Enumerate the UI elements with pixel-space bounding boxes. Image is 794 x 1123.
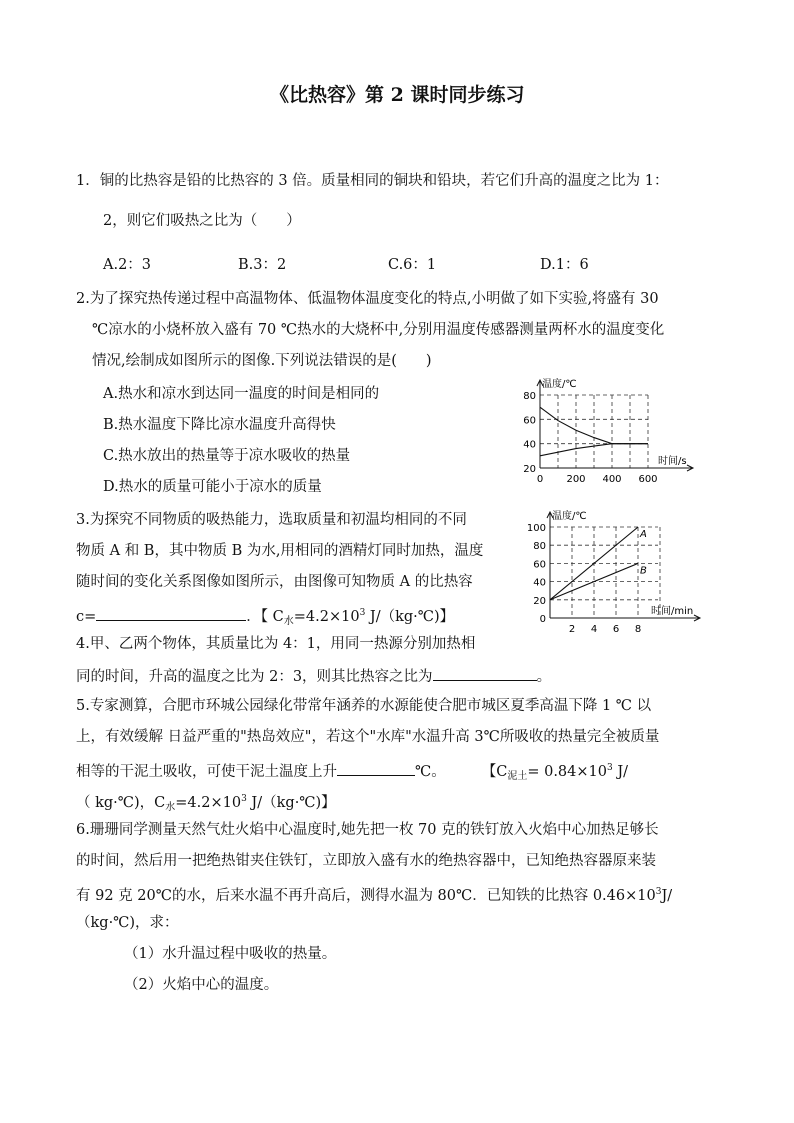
- q2-option-b: B.热水温度下降比凉水温度升高得快: [103, 417, 336, 433]
- q3-c-prefix: c=: [76, 609, 97, 625]
- q2-line3: 情况,绘制成如图所示的图像.下列说法错误的是( ): [92, 353, 432, 369]
- q6-line4: （kg·℃)，求：: [76, 915, 179, 931]
- q3-line3: 随时间的变化关系图像如图所示，由图像可知物质 A 的比热容: [76, 574, 473, 590]
- y-axis-label: 温度/℃: [552, 511, 587, 522]
- y-tick-label: 0: [539, 614, 546, 625]
- q5-water-subscript: 水: [165, 802, 176, 813]
- x-tick-label: 4: [590, 624, 598, 635]
- q3-answer-blank[interactable]: [96, 606, 246, 621]
- q1-option-b: B.3：2: [238, 257, 287, 273]
- y-tick-label: 80: [523, 391, 536, 402]
- q5-line2: 上，有效缓解 日益严重的"热岛效应"，若这个"水库"水温升高 3℃所吸收的热量完全被质量: [76, 729, 660, 745]
- q5-soil-exponent: 3: [607, 763, 613, 773]
- q5-water-value: =4.2×10: [175, 795, 242, 811]
- q1-option-a: A.2：3: [103, 257, 152, 273]
- y-tick-label: 40: [523, 439, 536, 451]
- q3-bracket-open: ．【 C: [246, 609, 284, 625]
- q1-line1: 1．铜的比热容是铅的比热容的 3 倍。质量相同的铜块和铅块，若它们升高的温度之比为 1：: [76, 173, 669, 189]
- series-line-2: [550, 563, 638, 599]
- y-tick-label: 20: [533, 595, 546, 607]
- q6-line3: [76, 883, 672, 905]
- y-tick-label: 60: [523, 415, 536, 427]
- q1-option-d: D.1：6: [540, 257, 589, 273]
- q6-sub1: （1）水升温过程中吸收的热量。: [124, 946, 337, 962]
- x-tick-label: 200: [566, 474, 586, 485]
- q5-soil-subscript: 泥土: [507, 771, 528, 782]
- q3-formula: =4.2×10: [293, 609, 360, 625]
- q6-text: 有 92 克 20℃的水，后来水温不再升高后，测得水温为 80℃．已知铁的比热容 0.46×10: [76, 888, 656, 904]
- q2-option-c: C.热水放出的热量等于凉水吸收的热量: [103, 448, 351, 464]
- q4-text: 同的时间，升高的温度之比为 2：3，则其比热容之比为: [76, 669, 433, 685]
- q5-line4: [76, 790, 336, 817]
- temperature-time-chart-2: [518, 505, 708, 637]
- y-tick-label: 80: [533, 541, 546, 553]
- q6-exponent: 3: [655, 887, 662, 897]
- q5-text: 相等的干泥土吸收，可使干泥土温度上升: [76, 764, 337, 780]
- q1-option-c: C.6：1: [388, 257, 437, 273]
- temperature-time-chart-1: [508, 370, 708, 502]
- q3-line1: 3.为探究不同物质的吸热能力，选取质量和初温均相同的不同: [76, 512, 467, 528]
- q5-unit: ℃。: [415, 764, 446, 780]
- q2-option-d: D.热水的质量可能小于凉水的质量: [103, 479, 322, 495]
- x-axis-label: 时间/min: [651, 606, 694, 617]
- q3-water-subscript: 水: [283, 616, 294, 627]
- q5-line3: [76, 759, 628, 786]
- page-title: 《比热容》第 2 课时同步练习: [270, 84, 525, 106]
- series-label-B: B: [640, 565, 647, 577]
- x-tick-label: 6: [612, 624, 620, 635]
- x-tick-label: 2: [568, 624, 576, 635]
- x-tick-label: 400: [602, 474, 622, 485]
- q5-line1: 5.专家测算，合肥市环城公园绿化带常年涵养的水源能使合肥市城区夏季高温下降 1 ℃ 以: [76, 698, 652, 714]
- x-tick-label: 600: [638, 474, 658, 485]
- q4-end: 。: [536, 669, 552, 685]
- q3-line2: 物质 A 和 B，其中物质 B 为水,用相同的酒精灯同时加热，温度: [76, 543, 484, 559]
- q3-exponent: 3: [359, 608, 366, 618]
- q5-soil-value: = 0.84×10: [527, 764, 607, 780]
- q1-line2: 2，则它们吸热之比为（ ）: [103, 213, 301, 229]
- q6-unit: J/: [661, 888, 673, 904]
- q2-option-a: A.热水和凉水到达同一温度的时间是相同的: [103, 386, 380, 402]
- y-tick-label: 40: [533, 577, 546, 589]
- q4-answer-blank[interactable]: [433, 666, 537, 681]
- q6-line1: 6.珊珊同学测量天然气灶火焰中心温度时,她先把一枚 70 克的铁钉放入火焰中心加热足够长: [76, 822, 659, 838]
- q5-water-unit: J/（kg·℃)】: [246, 795, 336, 811]
- x-tick-label: 8: [634, 624, 642, 635]
- y-tick-label: 100: [526, 523, 546, 534]
- q6-line2: 的时间，然后用一把绝热钳夹住铁钉，立即放入盛有水的绝热容器中，已知绝热容器原来装: [76, 853, 656, 869]
- q5-soil-unit: J/: [612, 764, 629, 780]
- q2-line2: ℃凉水的小烧杯放入盛有 70 ℃热水的大烧杯中,分别用温度传感器测量两杯水的温度变化: [92, 322, 665, 338]
- q4-line1: 4.甲、乙两个物体，其质量比为 4：1，用同一热源分别加热相: [76, 636, 476, 652]
- y-tick-label: 60: [533, 559, 546, 571]
- series-label-A: A: [640, 529, 647, 540]
- q5-unit-a: （ kg·℃)，C: [76, 795, 166, 811]
- q2-line1: 2.为了探究热传递过程中高温物体、低温物体温度变化的特点,小明做了如下实验,将盛有 30: [76, 291, 659, 307]
- q4-line2: [76, 666, 551, 686]
- q5-answer-blank[interactable]: [337, 761, 415, 776]
- x-tick-label: 0: [536, 474, 544, 485]
- y-axis-label: 温度/℃: [542, 379, 577, 390]
- y-tick-label: 20: [523, 464, 536, 475]
- x-axis-label: 时间/s: [658, 456, 687, 467]
- q5-water-exponent: 3: [241, 794, 247, 804]
- q3-line4: [76, 604, 454, 631]
- q3-unit: J/（kg·℃)】: [365, 609, 455, 625]
- q5-c: 【C: [481, 764, 508, 780]
- q6-sub2: （2）火焰中心的温度。: [124, 977, 279, 993]
